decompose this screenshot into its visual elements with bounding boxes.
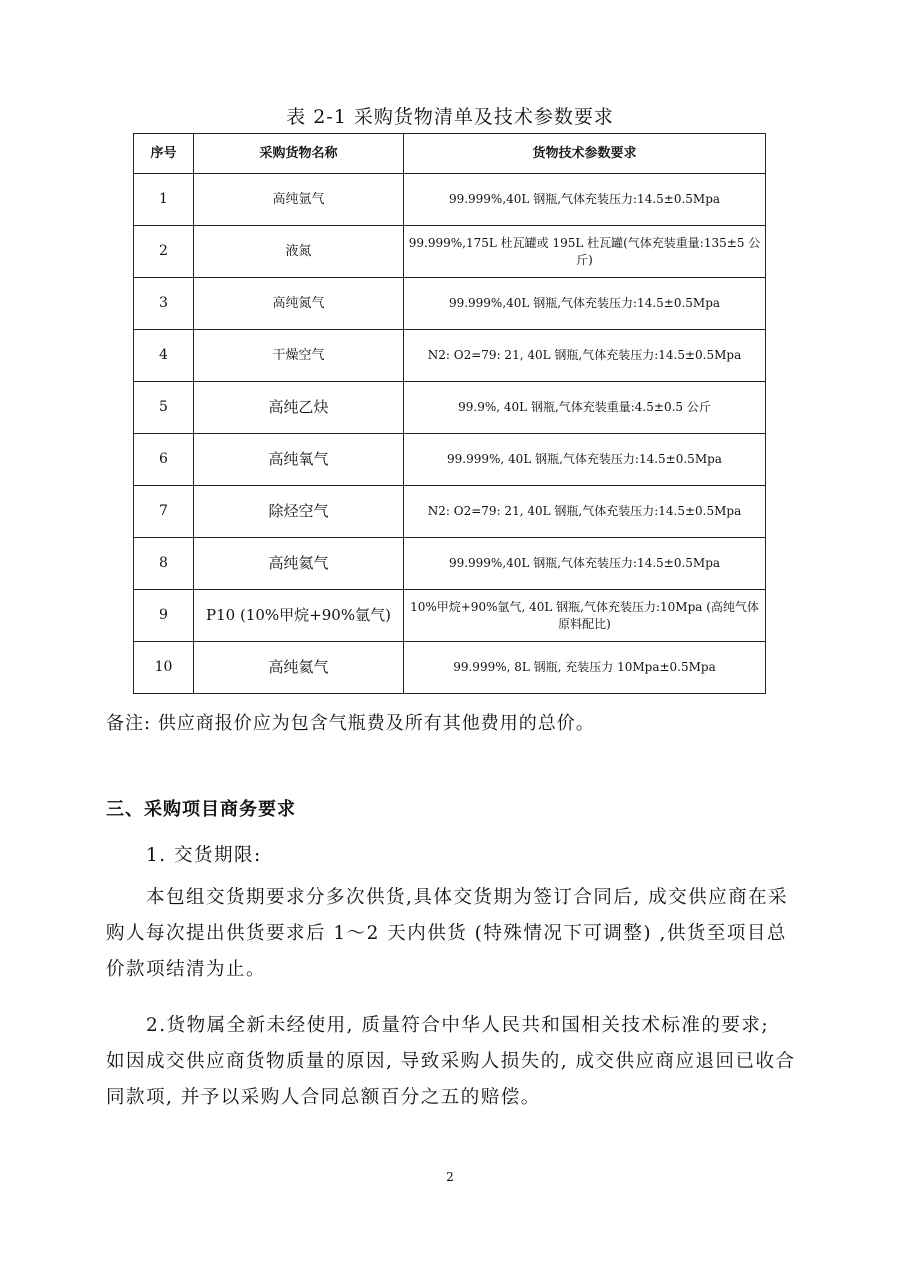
goods-name: 高纯氦气 [194,538,404,590]
header-tech-params: 货物技术参数要求 [404,134,766,174]
table-row [134,226,766,278]
table-row [134,278,766,330]
goods-name: 高纯氦气 [194,642,404,694]
goods-spec: N2: O2=79: 21, 40L 钢瓶,气体充装压力:14.5±0.5Mpa [404,486,766,538]
row-number: 8 [134,538,194,590]
table-header-row [134,134,766,174]
row-number: 3 [134,278,194,330]
table-row [134,590,766,642]
goods-name: 除烃空气 [194,486,404,538]
goods-spec: 99.9%, 40L 钢瓶,气体充装重量:4.5±0.5 公斤 [404,382,766,434]
row-number: 10 [134,642,194,694]
table-title: 表 2-1 采购货物清单及技术参数要求 [286,106,614,128]
goods-name: P10 (10%甲烷+90%氩气) [194,590,404,642]
goods-spec: 99.999%,40L 钢瓶,气体充装压力:14.5±0.5Mpa [404,278,766,330]
table-row [134,642,766,694]
quality-requirement-paragraph: 2.货物属全新未经使用, 质量符合中华人民共和国相关技术标准的要求; 如因成交供应商货物质量的原因, 导致采购人损失的, 成交供应商应退回已收合同款项, 并予以采购人合同总额百分之五的赔偿。 [106,1015,796,1108]
quality-requirement-block [106,1008,796,1116]
delivery-term-block [106,838,796,988]
goods-spec: 10%甲烷+90%氩气, 40L 钢瓶,气体充装压力:10Mpa (高纯气体原料配比) [404,590,766,642]
goods-name: 高纯氩气 [194,174,404,226]
row-number: 1 [134,174,194,226]
table-row [134,434,766,486]
header-goods-name: 采购货物名称 [194,134,404,174]
goods-name: 高纯氮气 [194,278,404,330]
row-number: 9 [134,590,194,642]
table-row [134,330,766,382]
row-number: 5 [134,382,194,434]
table-row [134,174,766,226]
goods-spec: 99.999%, 8L 钢瓶, 充装压力 10Mpa±0.5Mpa [404,642,766,694]
goods-name: 液氮 [194,226,404,278]
page-number: 2 [446,1170,454,1184]
section-heading: 三、采购项目商务要求 [106,799,296,820]
goods-name: 高纯氧气 [194,434,404,486]
goods-spec: N2: O2=79: 21, 40L 钢瓶,气体充装压力:14.5±0.5Mpa [404,330,766,382]
table-row [134,486,766,538]
goods-spec: 99.999%,40L 钢瓶,气体充装压力:14.5±0.5Mpa [404,538,766,590]
goods-name: 高纯乙炔 [194,382,404,434]
goods-table [133,133,766,694]
goods-name: 干燥空气 [194,330,404,382]
row-number: 2 [134,226,194,278]
delivery-term-paragraph: 本包组交货期要求分多次供货,具体交货期为签订合同后, 成交供应商在采购人每次提出供货要求后 1～2 天内供货 (特殊情况下可调整) ,供货至项目总价款项结清为止。 [106,887,789,980]
delivery-term-heading: 1. 交货期限: [146,845,262,866]
goods-spec: 99.999%,175L 杜瓦罐或 195L 杜瓦罐(气体充装重量:135±5 公斤) [404,226,766,278]
header-serial-no: 序号 [134,134,194,174]
row-number: 6 [134,434,194,486]
row-number: 4 [134,330,194,382]
goods-spec: 99.999%,40L 钢瓶,气体充装压力:14.5±0.5Mpa [404,174,766,226]
goods-spec: 99.999%, 40L 钢瓶,气体充装压力:14.5±0.5Mpa [404,434,766,486]
table-note: 备注: 供应商报价应为包含气瓶费及所有其他费用的总价。 [106,713,595,734]
table-row [134,382,766,434]
table-row [134,538,766,590]
row-number: 7 [134,486,194,538]
